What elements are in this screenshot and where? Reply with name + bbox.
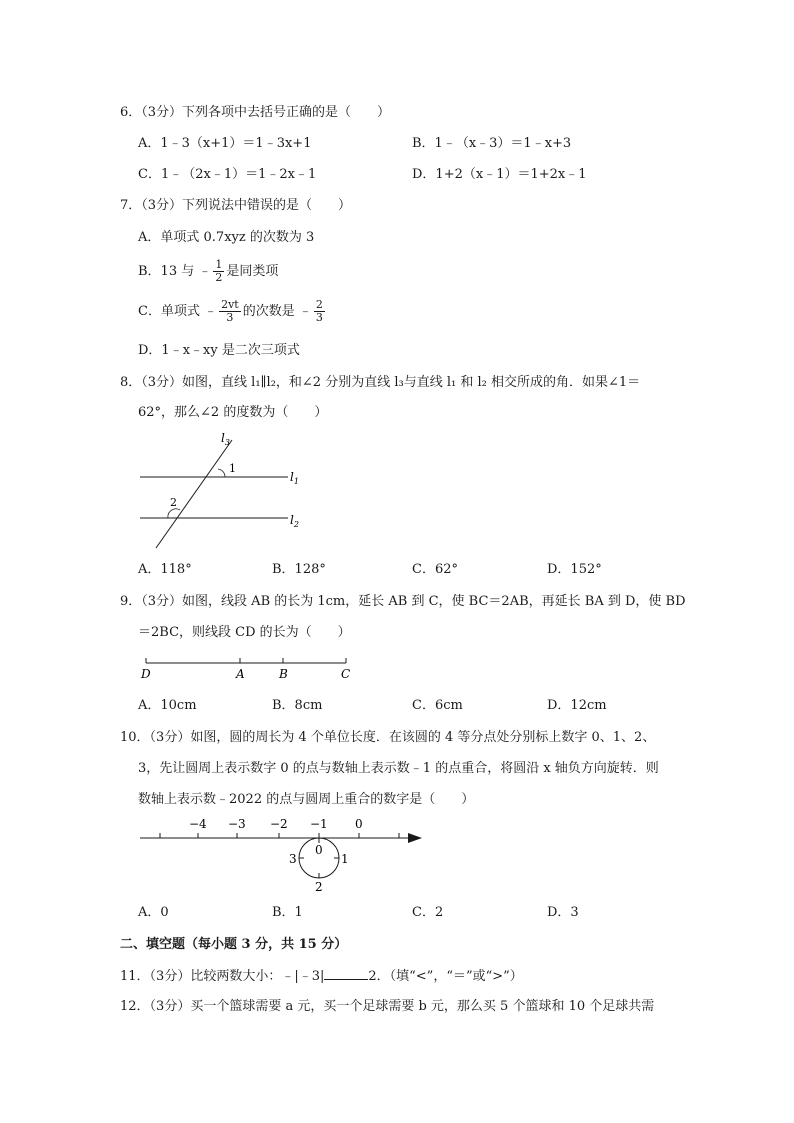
q8-label-l3: $l_3$ (221, 431, 230, 447)
q11-suffix: 2．（填“<”，“＝”或“>”） (368, 969, 523, 984)
q7-b-suffix: 是同类项 (226, 264, 279, 279)
q8-label-angle1: 1 (229, 462, 236, 475)
q6-option-c: C．1﹣（2x﹣1）＝1﹣2x﹣1 (138, 167, 317, 182)
q9-label-b: B (279, 667, 288, 681)
q10-tick-label: −2 (270, 817, 288, 831)
q10-circle-label-1: 1 (341, 852, 349, 866)
q7-b-den: 2 (215, 271, 223, 284)
q9-label-a: A (236, 667, 245, 681)
q8-label-l1: $l_1$ (290, 470, 299, 486)
q8-angle1-arc (218, 469, 225, 477)
q8-figure (130, 428, 310, 558)
q9-label-c: C (341, 667, 351, 681)
q10-circle-label-3: 3 (289, 852, 297, 866)
q7-option-d: D．1﹣x﹣xy 是二次三项式 (138, 343, 300, 358)
q9-figure (138, 654, 358, 686)
q10-option-c: C．2 (412, 905, 444, 920)
q7-c-den: 3 (226, 311, 234, 324)
q10-stem-line3: 数轴上表示数﹣2022 的点与圆周上重合的数字是（ ） (138, 792, 475, 807)
q7-option-a: A．单项式 0.7xyz 的次数为 3 (138, 230, 315, 245)
q6-option-a: A．1﹣3（x+1）＝1﹣3x+1 (138, 136, 312, 151)
q10-axis-arrow-icon (408, 833, 422, 843)
q11-prefix: 11．（3分）比较两数大小：﹣|﹣3| (120, 969, 325, 984)
q8-option-b: B．128° (272, 562, 326, 577)
q10-circle-label-0: 0 (315, 843, 323, 857)
q6-option-d: D．1+2（x﹣1）＝1+2x﹣1 (412, 167, 587, 182)
section-2-title: 二、填空题（每小题 3 分，共 15 分） (120, 937, 348, 952)
q8-stem-line1: 8．（3分）如图，直线 l₁∥l₂，和∠2 分别为直线 l₃与直线 l₁ 和 l₂ 相交所成的角．如果∠1＝ (120, 375, 641, 390)
q9-label-d: D (141, 667, 151, 681)
q7-option-b (138, 259, 278, 284)
q8-stem-line2: 62°，那么∠2 的度数为（ ） (138, 405, 328, 420)
q6-stem: 6．（3分）下列各项中去括号正确的是（ ） (120, 105, 391, 120)
q7-b-num: 1 (215, 258, 223, 271)
q7-c-fraction2 (314, 299, 325, 324)
q7-c-den2: 3 (315, 311, 323, 324)
q7-b-fraction (213, 259, 224, 284)
q7-c-mid: 的次数是 ﹣ (242, 304, 312, 319)
q10-option-a: A．0 (138, 905, 169, 920)
q10-tick-label: 0 (355, 817, 363, 831)
q7-b-prefix: B．13 与 ﹣ (138, 264, 212, 279)
q8-option-d: D．152° (547, 562, 602, 577)
q10-tick-label: −4 (189, 817, 207, 831)
q10-stem-line1: 10．（3分）如图，圆的周长为 4 个单位长度．在该圆的 4 等分点处分别标上数字 0、1、2、 (120, 730, 656, 745)
q10-stem-line2: 3，先让圆周上表示数字 0 的点与数轴上表示数﹣1 的点重合，将圆沿 x 轴负方向旋转．则 (138, 761, 659, 776)
q9-option-b: B．8cm (272, 698, 323, 713)
q9-option-c: C．6cm (412, 698, 463, 713)
q8-label-l2: $l_2$ (290, 513, 299, 529)
q7-option-c (138, 299, 327, 324)
q7-c-num: 2vt (221, 298, 239, 311)
q8-option-c: C．62° (412, 562, 458, 577)
q7-stem: 7．（3分）下列说法中错误的是（ ） (120, 198, 352, 213)
q10-tick-label: −1 (310, 817, 328, 831)
q12-stem: 12．（3分）买一个篮球需要 a 元，买一个足球需要 b 元，那么买 5 个篮球和 10 个足球共需 (120, 999, 655, 1014)
q6-option-b: B．1﹣（x﹣3）＝1﹣x+3 (412, 136, 572, 151)
q8-label-angle2: 2 (170, 496, 177, 509)
q11-stem (120, 967, 523, 986)
q9-option-d: D．12cm (547, 698, 607, 713)
q9-stem-line2: ＝2BC，则线段 CD 的长为（ ） (138, 625, 351, 640)
q10-option-b: B．1 (272, 905, 303, 920)
q7-c-num2: 2 (315, 298, 323, 311)
q10-option-d: D．3 (547, 905, 579, 920)
q7-c-prefix: C．单项式 ﹣ (138, 304, 218, 319)
q10-circle-label-2: 2 (315, 880, 323, 894)
q10-tick-label: −3 (228, 817, 246, 831)
q9-option-a: A．10cm (138, 698, 197, 713)
q11-answer-blank[interactable] (324, 967, 368, 980)
q8-option-a: A．118° (138, 562, 192, 577)
q7-c-fraction (219, 299, 241, 324)
q9-stem-line1: 9．（3分）如图，线段 AB 的长为 1cm，延长 AB 到 C，使 BC＝2AB，再延长 BA 到 D，使 BD (120, 594, 686, 609)
q10-figure (130, 814, 430, 894)
q8-line-l3 (156, 440, 232, 548)
